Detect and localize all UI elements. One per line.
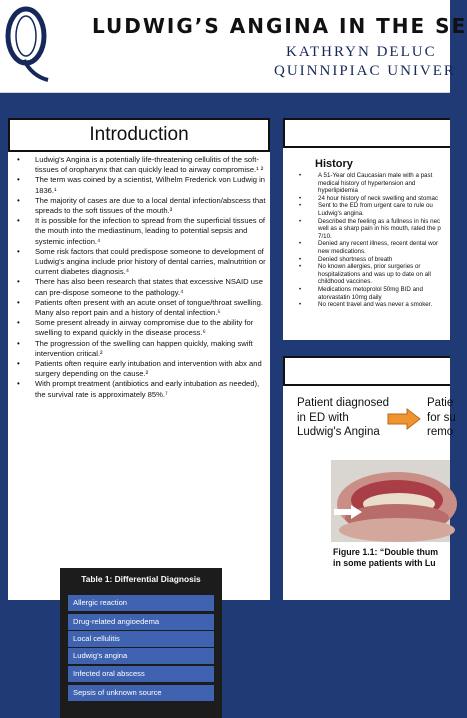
differential-diagnosis-table [60,568,222,718]
list-item: • There has also been research that states that excessive NSAID use can pre-dispose someone to the pathology.⁴ [14,277,266,297]
table-row: Drug-related angioedema [68,614,214,630]
flow-step-surgery: Patie for su remo [427,397,456,438]
history-list [283,172,450,309]
table-title: Table 1: Differential Diagnosis [81,574,201,584]
list-item: • The progression of the swelling can happen quickly, making swift intervention critical.² [14,339,266,359]
swollen-mouth-photo [331,460,450,542]
quinnipiac-logo-icon [2,4,50,91]
list-item: • Denied any recent illness, recent dental wor new medications. [283,240,450,255]
flow-panel-header [283,356,450,386]
table-row: Infected oral abscess [68,666,214,682]
poster-header [0,0,467,93]
table-row: Sepsis of unknown source [68,685,214,701]
treatment-flow-panel [283,356,456,600]
right-arrow-icon [387,408,421,435]
introduction-panel [8,118,270,697]
table-row: Allergic reaction [68,595,214,611]
list-item: • Medications metoprolol 50mg BID and atorvastatin 10mg daily [283,286,450,301]
introduction-heading: Introduction [8,118,270,152]
list-item: • No recent travel and was never a smoker. [283,301,450,309]
list-item: • Sent to the ED from urgent care to rule ou Ludwig's angina. [283,202,450,217]
table-row: Local cellulitis [68,631,214,647]
list-item: • The term was coined by a scientist, Wilhelm Frederick von Ludwig in 1836.¹ [14,175,266,195]
case-panel-header [283,118,450,148]
list-item: • Ludwig's Angina is a potentially life-threatening cellulitis of the soft-tissues of oropharynx that can quickly lead to airway compromise.¹ ² [14,155,266,175]
list-item: • Some risk factors that could predispose someone to development of Ludwig's angina include prior history of dental carries, malnutrition or current diabetes diagnosis.⁴ [14,247,266,278]
case-panel [283,118,450,340]
list-item: • Described the feeling as a fullness in his nec well as a sharp pain in his mouth, rated the p 7/10. [283,218,450,241]
list-item: • Denied shortness of breath [283,256,450,264]
flow-step-diagnosis: Patient diagnosed in ED with Ludwig's Angina [297,397,390,438]
poster-title: LUDWIG’S ANGINA IN THE SE [92,14,467,38]
list-item: • It is possible for the infection to spread from the superficial tissues of the mouth into the mediastinum, leading to potential sepsis and systemic infection.⁴ [14,216,266,247]
institution-name: QUINNIPIAC UNIVER [274,63,456,79]
list-item: • The majority of cases are due to a local dental infection/abscess that spreads to the soft tissues of the mouth.³ [14,196,266,216]
list-item: • With prompt treatment (antibiotics and early intubation as needed), the survival rate is approximately 85%.⁷ [14,379,266,399]
figure-caption: Figure 1.1: “Double thum in some patients with Lu [333,547,439,568]
list-item: • A 51-Year old Caucasian male with a past medical history of hypertension and hyperlipidemia [283,172,450,195]
list-item: • No known allergies, prior surgeries or hospitalizations and was up to date on all childhood vaccines. [283,263,450,286]
list-item: • Some present already in airway compromise due to the ability for swelling to expand quickly in the disease process.⁶ [14,318,266,338]
history-heading: History [315,158,353,170]
white-arrow-icon [333,504,363,525]
list-item: • Patients often present with an acute onset of tongue/throat swelling. Many also report pain and a history of dental infection.⁵ [14,298,266,318]
table-row: Ludwig's angina [68,648,214,664]
introduction-list [14,155,266,400]
list-item: • 24 hour history of neck swelling and stomac [283,195,450,203]
list-item: • Patients often require early intubation and intervention with abx and surgery depending on the cause.² [14,359,266,379]
author-name: KATHRYN DELUC [286,44,437,60]
